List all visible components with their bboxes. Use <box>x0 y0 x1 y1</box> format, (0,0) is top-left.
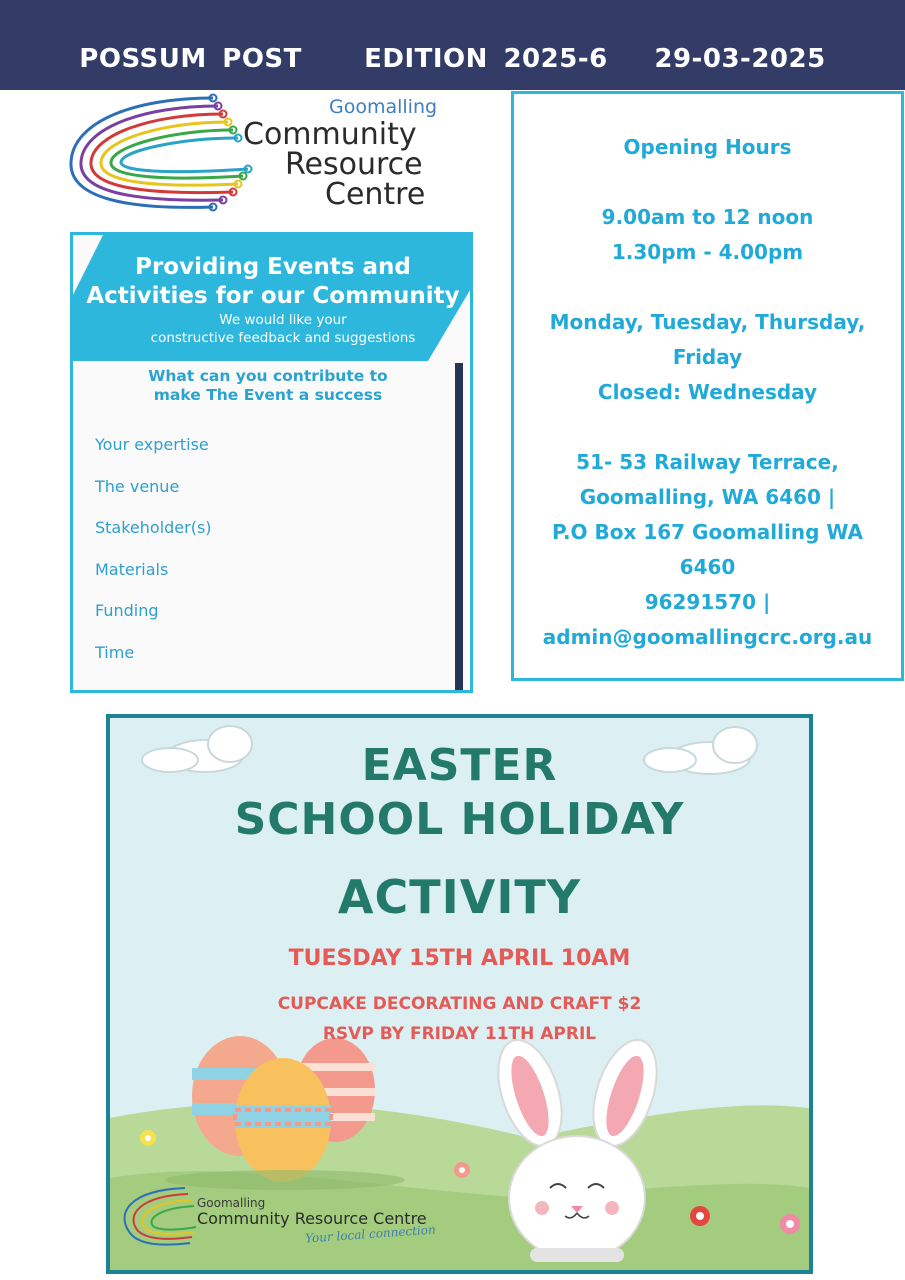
contribution-list <box>95 435 212 684</box>
address-line: Goomalling, WA 6460 | <box>579 485 836 509</box>
phone-number: 96291570 | <box>644 590 771 614</box>
flower-icon <box>454 1162 470 1178</box>
edition-date: 29-03-2025 <box>654 44 826 74</box>
logo-swoosh-icon <box>63 92 263 214</box>
feedback-side-bar <box>455 363 463 693</box>
poster-title-activity: ACTIVITY <box>337 870 582 924</box>
feedback-question-line2: make The Event a success <box>153 386 383 404</box>
flower-icon <box>140 1130 156 1146</box>
hours-days-cont: Friday <box>672 345 743 369</box>
feedback-subtitle-line1: We would like your <box>219 312 347 328</box>
list-item: Stakeholder(s) <box>95 518 212 537</box>
events-feedback-panel <box>70 232 473 693</box>
po-box-line: 6460 <box>679 555 736 579</box>
poster-detail: CUPCAKE DECORATING AND CRAFT $2 <box>277 994 642 1014</box>
feedback-subtitle <box>113 311 453 347</box>
flower-icon <box>690 1206 710 1226</box>
poster-logo-name: Community Resource Centre <box>197 1209 427 1228</box>
feedback-title-line2: Activities for our Community <box>86 283 460 309</box>
logo-org-name: Goomalling <box>329 96 438 118</box>
logo-line-community: Community <box>243 117 417 152</box>
easter-egg-icon <box>235 1058 331 1182</box>
crc-logo <box>63 92 458 214</box>
list-item: Funding <box>95 601 159 620</box>
header-bar <box>0 0 905 90</box>
list-item: Your expertise <box>95 435 209 454</box>
edition-label: EDITION 2025-6 <box>364 44 608 74</box>
poster-date: TUESDAY 15TH APRIL 10AM <box>288 946 631 971</box>
poster-title-easter: EASTER <box>361 740 558 791</box>
address-line: 51- 53 Railway Terrace, <box>576 450 839 474</box>
hours-morning: 9.00am to 12 noon <box>601 205 814 229</box>
hours-closed: Closed: Wednesday <box>597 380 818 404</box>
feedback-question-line1: What can you contribute to <box>148 367 388 385</box>
flower-icon <box>780 1214 800 1234</box>
list-item: The venue <box>95 476 180 496</box>
hours-afternoon: 1.30pm - 4.00pm <box>611 240 804 264</box>
logo-line-resource: Resource <box>285 147 423 182</box>
feedback-title-line1: Providing Events and <box>135 254 411 280</box>
hours-days: Monday, Tuesday, Thursday, <box>549 310 866 334</box>
list-item: Time <box>95 642 135 662</box>
feedback-question <box>113 367 423 405</box>
feedback-title <box>73 253 473 311</box>
email-link[interactable]: admin@goomallingcrc.org.au <box>542 625 873 649</box>
po-box-line: P.O Box 167 Goomalling WA <box>551 520 864 544</box>
easter-poster <box>106 714 813 1274</box>
publication-name: POSSUM POST <box>79 44 302 74</box>
header-title <box>0 44 905 74</box>
feedback-subtitle-line2: constructive feedback and suggestions <box>150 330 416 346</box>
poster-logo-org: Goomalling <box>197 1196 266 1210</box>
poster-title-holiday: SCHOOL HOLIDAY <box>234 794 685 845</box>
logo-line-centre: Centre <box>325 177 426 212</box>
list-item: Materials <box>95 559 169 579</box>
poster-logo-tagline: Your local connection <box>304 1222 437 1246</box>
hours-heading: Opening Hours <box>623 135 792 159</box>
opening-hours-panel <box>511 91 904 681</box>
poster-rsvp: RSVP BY FRIDAY 11TH APRIL <box>322 1024 597 1044</box>
